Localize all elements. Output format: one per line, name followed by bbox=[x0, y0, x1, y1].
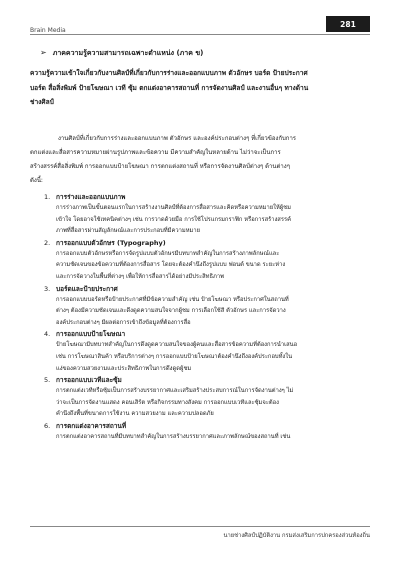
list-item bbox=[44, 284, 374, 330]
topic-list bbox=[44, 192, 374, 444]
item-line: การออกแบบบอร์ดหรือป้ายประกาศที่มีข้อความสำคัญ เช่น ป้ายโฆษณา หรือประกาศในสถานที่ bbox=[56, 296, 289, 303]
header-divider bbox=[30, 34, 370, 35]
item-line: ต่างๆ ต้องมีความชัดเจนและดึงดูดความสนใจจากผู้ชม การเลือกใช้สี ตัวอักษร และการจัดวาง bbox=[56, 308, 286, 315]
heading-line: ความรู้ความเข้าใจเกี่ยวกับงานศิลป์ที่เกี่ยวกับการร่างและออกแบบภาพ ตัวอักษร บอร์ด ป้ายประกาศ bbox=[30, 69, 308, 77]
item-line: การตกแต่งเวทีหรือซุ้มเป็นการสร้างบรรยากาศและเสริมสร้างประสบการณ์ในการจัดงานต่างๆ ไม่ bbox=[56, 388, 294, 395]
item-line: แง่ของความสวยงามและประสิทธิภาพในการดึงดูดผู้ชม bbox=[56, 365, 192, 372]
arrow-bullet-icon: ➢ bbox=[40, 48, 47, 57]
item-title: การตกแต่งอาคารสถานที่ bbox=[56, 421, 127, 430]
topic-heading bbox=[30, 66, 370, 110]
item-title: การออกแบบเวทีและซุ้ม bbox=[56, 376, 122, 385]
item-line: ว่าจะเป็นการจัดงานแสดง คอนเสิร์ต หรือกิจกรรมทางสังคม การออกแบบเวทีและซุ้มจะต้อง bbox=[56, 399, 279, 406]
item-number: 4. bbox=[44, 330, 51, 339]
intro-paragraph bbox=[30, 132, 370, 188]
heading-line: บอร์ด สื่อสิ่งพิมพ์ ป้ายโฆษณา เวที ซุ้ม ตกแต่งอาคารสถานที่ การจัดงานศิลป์ และงานอื่นๆ ทางด้าน bbox=[30, 83, 309, 92]
item-line: การออกแบบตัวอักษรหรือการจัดรูปแบบตัวอักษรมีบทบาทสำคัญในการสร้างภาพลักษณ์และ bbox=[56, 250, 280, 257]
section-title bbox=[40, 48, 203, 59]
item-number: 2. bbox=[44, 238, 51, 247]
list-item bbox=[44, 329, 374, 375]
item-line: การตกแต่งอาคารสถานที่มีบทบาทสำคัญในการสร้างบรรยากาศและภาพลักษณ์ของสถานที่ เช่น bbox=[56, 433, 291, 440]
list-item bbox=[44, 421, 374, 444]
item-title: บอร์ดและป้ายประกาศ bbox=[56, 284, 118, 293]
item-number: 5. bbox=[44, 376, 51, 385]
item-line: ป้ายโฆษณามีบทบาทสำคัญในการดึงดูดความสนใจของผู้คนและสื่อสารข้อความที่ต้องการนำเสนอ bbox=[56, 342, 298, 349]
item-line: และการจัดวางในพื้นที่ต่างๆ เพื่อให้การสื่อสารได้อย่างมีประสิทธิภาพ bbox=[56, 273, 224, 280]
intro-line: ตกแต่งและสื่อสารความหมายผ่านรูปภาพและข้อความ มีความสำคัญในหลายด้าน ไม่ว่าจะเป็นการ bbox=[30, 149, 281, 156]
item-title: การออกแบบป้ายโฆษณา bbox=[56, 330, 126, 339]
page-number-badge: 281 bbox=[326, 16, 370, 32]
header-brand: Brain Media bbox=[30, 27, 66, 34]
item-title: การออกแบบตัวอักษร (Typography) bbox=[56, 238, 166, 247]
item-line: ภาพที่สื่อสารผ่านสัญลักษณ์และการประกอบที่มีความหมาย bbox=[56, 228, 201, 235]
list-item bbox=[44, 192, 374, 238]
item-line: เข้าใจ โดยอาจใช้เทคนิคต่างๆ เช่น การวาดด้วยมือ การใช้โปรแกรมกราฟิก หรือการสร้างสรรค์ bbox=[56, 216, 291, 223]
footer-text: นายช่างศิลป์ปฏิบัติงาน กรมส่งเสริมการปกครองส่วนท้องถิ่น bbox=[223, 533, 370, 539]
heading-line: ช่างศิลป์ bbox=[30, 98, 54, 106]
list-item bbox=[44, 238, 374, 284]
item-line: ความชัดเจนของข้อความที่ต้องการสื่อสาร โดยจะต้องคำนึงถึงรูปแบบ ฟอนต์ ขนาด ระยะห่าง bbox=[56, 262, 286, 269]
intro-line: ดังนี้: bbox=[30, 177, 43, 184]
section-title-text: ภาคความรู้ความสามารถเฉพาะตำแหน่ง (ภาค ข) bbox=[52, 49, 204, 57]
item-line: คำนึงถึงพื้นที่ขนาดการใช้งาน ความสวยงาม และความปลอดภัย bbox=[56, 411, 214, 418]
item-line: เช่น การโฆษณาสินค้า หรือบริการต่างๆ การออกแบบป้ายโฆษณาต้องคำนึงถึงองค์ประกอบทั้งใน bbox=[56, 353, 293, 360]
item-number: 1. bbox=[44, 193, 51, 201]
item-line: องค์ประกอบต่างๆ มีผลต่อการเข้าถึงข้อมูลที่ต้องการสื่อ bbox=[56, 319, 191, 326]
item-line: การร่างภาพเป็นขั้นตอนแรกในการสร้างงานศิลป์ที่ต้องการสื่อสารและคิดหรือความหมายให้ผู้ชม bbox=[56, 205, 291, 211]
item-number: 3. bbox=[44, 284, 51, 293]
item-title: การร่างและออกแบบภาพ bbox=[56, 193, 126, 201]
intro-line: สร้างสรรค์สื่อสิ่งพิมพ์ การออกแบบป้ายโฆษณา การตกแต่งสถานที่ หรือการจัดงานศิลป์ต่างๆ ด้านต่างๆ bbox=[30, 163, 290, 170]
item-number: 6. bbox=[44, 421, 51, 430]
intro-line: งานศิลป์ที่เกี่ยวกับการร่างและออกแบบภาพ ตัวอักษร และองค์ประกอบต่างๆ ที่เกี่ยวข้องกับการ bbox=[58, 135, 297, 142]
list-item bbox=[44, 375, 374, 421]
footer-divider bbox=[30, 526, 370, 527]
